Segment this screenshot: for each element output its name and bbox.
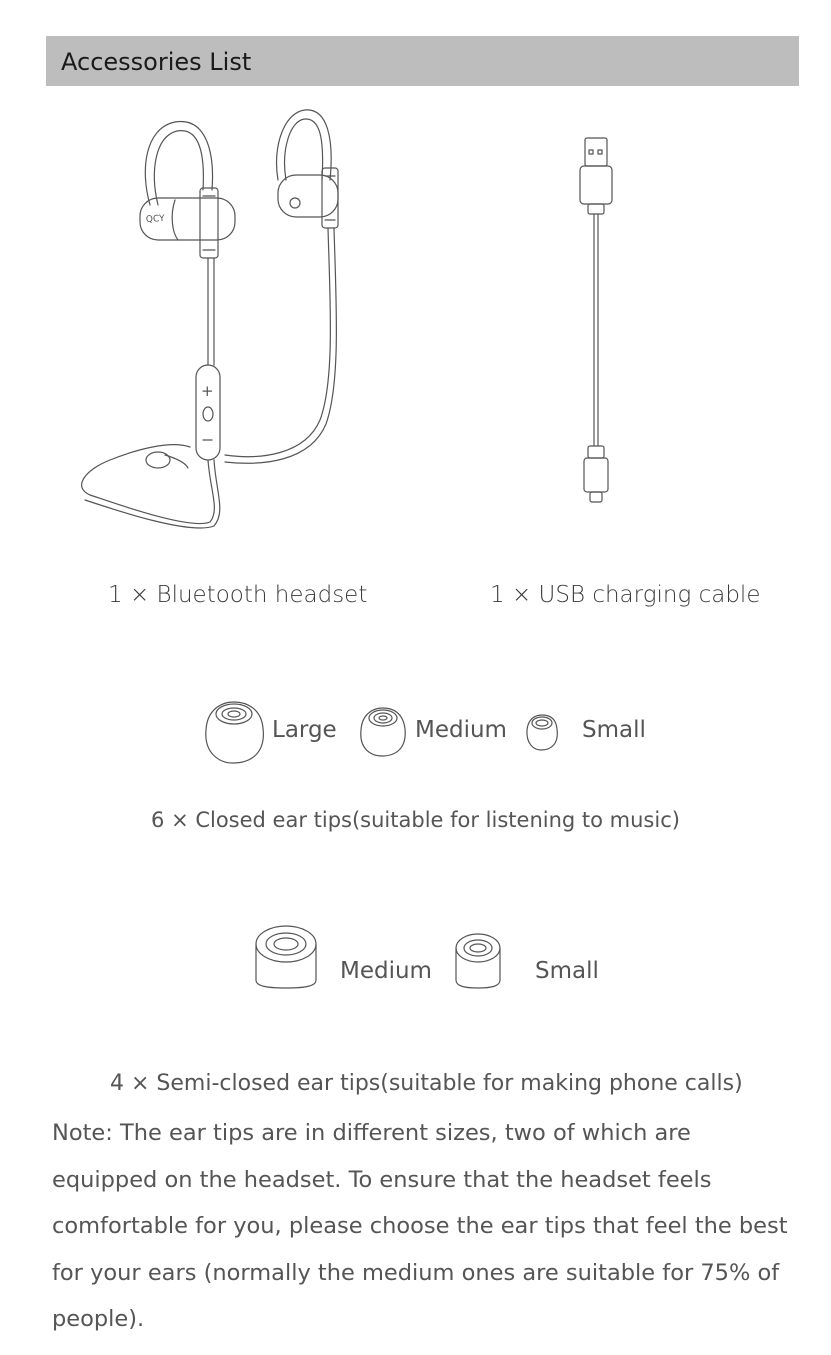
- semi-closed-ear-tip-small-icon: [452, 930, 512, 995]
- closed-tip-small-label: Small: [582, 717, 646, 743]
- semi-closed-ear-tip-medium-icon: [252, 922, 322, 992]
- closed-tips-caption: 6 × Closed ear tips(suitable for listening to music): [151, 808, 680, 832]
- svg-text:+: +: [201, 382, 214, 400]
- headset-caption: 1 × Bluetooth headset: [108, 582, 368, 608]
- closed-ear-tip-small-icon: [523, 712, 568, 757]
- section-title: Accessories List: [61, 48, 252, 76]
- cable-caption: 1 × USB charging cable: [490, 582, 761, 608]
- closed-ear-tip-large-icon: [201, 698, 271, 768]
- closed-tip-large-label: Large: [272, 717, 337, 743]
- usb-cable-icon: [0, 0, 831, 560]
- semi-closed-tips-caption: 4 × Semi-closed ear tips(suitable for making phone calls): [110, 1071, 743, 1096]
- note-paragraph: Note: The ear tips are in different sizes, two of which are equipped on the headset. To ensure that the headset feels comfortable for you, please choose the ear tips that feel the best for your ears (normally the medium ones are suitable for 75% of people).: [52, 1120, 788, 1332]
- closed-tip-medium-label: Medium: [415, 717, 507, 743]
- svg-text:QCY: QCY: [145, 214, 165, 225]
- semi-tip-medium-label: Medium: [340, 958, 432, 984]
- closed-ear-tip-medium-icon: [357, 704, 412, 764]
- semi-tip-small-label: Small: [535, 958, 599, 984]
